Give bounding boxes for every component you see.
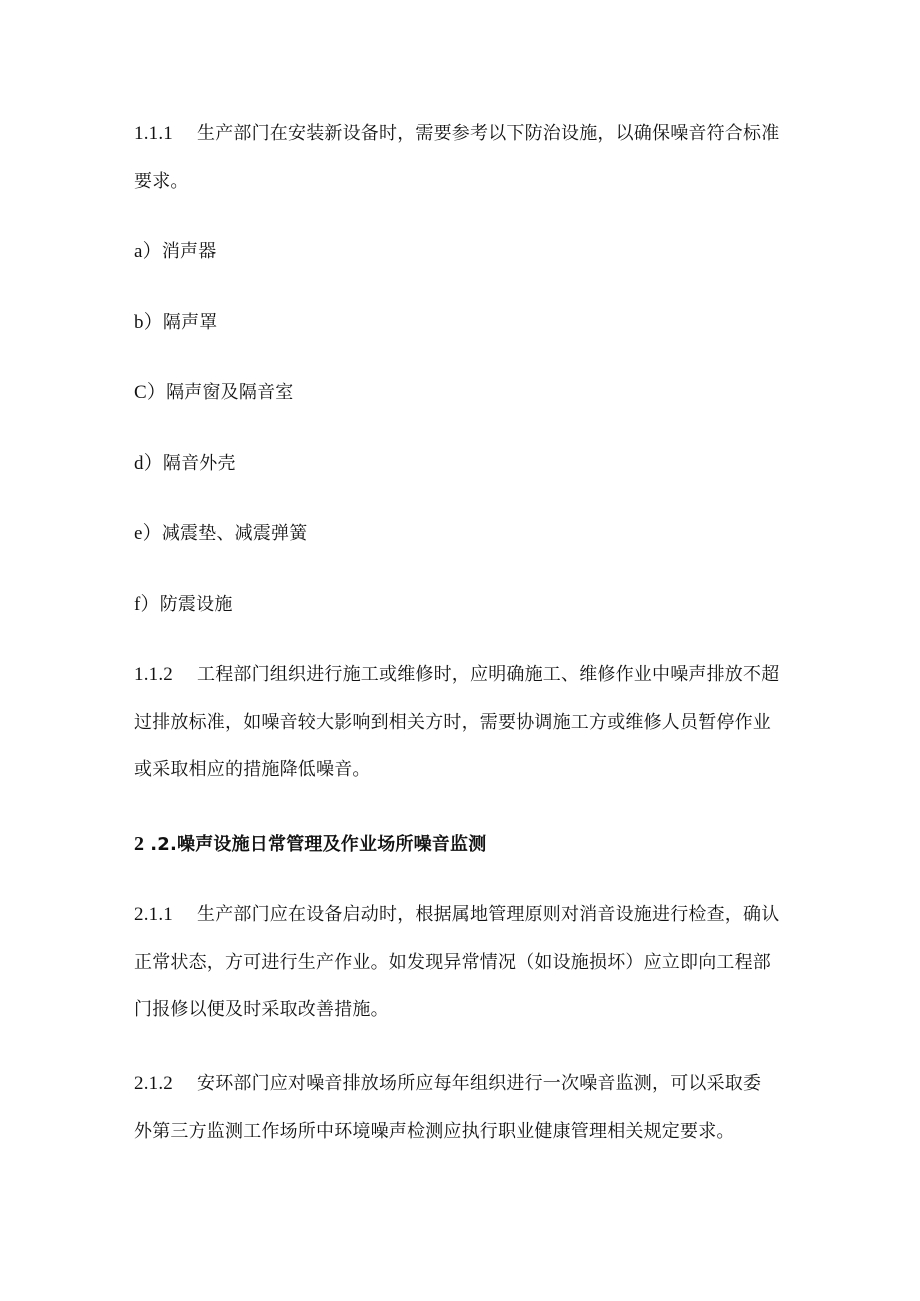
list-item-text: 隔音外壳	[162, 453, 236, 474]
paragraph-text: 生产部门在安装新设备时，需要参考以下防治设施，以确保噪音符合标准	[197, 123, 780, 144]
paragraph-1-1-1-line-2	[134, 170, 189, 194]
section-number: 1.1.2	[134, 664, 173, 685]
heading-number: 2	[134, 833, 145, 855]
paragraph-1-1-2-line-3	[134, 758, 371, 782]
paragraph-text: 门报修以便及时采取改善措施。	[134, 999, 389, 1020]
list-marker: e）	[134, 523, 162, 544]
list-item	[134, 522, 307, 546]
list-item	[134, 240, 216, 264]
section-number: 2.1.2	[134, 1073, 173, 1094]
paragraph-2-1-2-line-2	[134, 1120, 735, 1144]
paragraph-text: 工程部门组织进行施工或维修时，应明确施工、维修作业中噪声排放不超	[197, 664, 780, 685]
paragraph-1-1-1-line-1	[134, 122, 779, 146]
list-item-text: 隔声罩	[162, 312, 218, 333]
list-marker: d）	[134, 453, 163, 474]
section-number: 1.1.1	[134, 123, 173, 144]
list-marker: C）	[134, 382, 167, 403]
section-number: 2.1.1	[134, 904, 173, 925]
paragraph-1-1-2-line-1	[134, 663, 779, 687]
list-item	[134, 452, 236, 476]
paragraph-text: 安环部门应对噪音排放场所应每年组织进行一次噪音监测，可以采取委	[197, 1073, 762, 1094]
list-marker: a）	[134, 241, 162, 262]
paragraph-text: 生产部门应在设备启动时，根据属地管理原则对消音设施进行检查，确认	[197, 904, 780, 925]
list-item	[134, 311, 218, 335]
paragraph-text: 或采取相应的措施降低噪音。	[134, 759, 371, 780]
paragraph-2-1-1-line-2	[134, 951, 771, 975]
paragraph-text: 过排放标准，如噪音较大影响到相关方时，需要协调施工方或维修人员暂停作业	[134, 712, 771, 733]
paragraph-2-1-1-line-1	[134, 903, 779, 927]
paragraph-2-1-1-line-3	[134, 998, 389, 1022]
paragraph-2-1-2-line-1	[134, 1072, 761, 1096]
list-item-text: 防震设施	[159, 594, 233, 615]
list-item-text: 减震垫、减震弹簧	[161, 523, 308, 544]
paragraph-text: 外第三方监测工作场所中环境噪声检测应执行职业健康管理相关规定要求。	[134, 1121, 735, 1142]
list-item-text: 隔声窗及隔音室	[166, 382, 294, 403]
section-heading	[134, 832, 486, 857]
list-marker: b）	[134, 312, 163, 333]
paragraph-text: 正常状态，方可进行生产作业。如发现异常情况（如设施损坏）应立即向工程部	[134, 952, 771, 973]
list-marker: f）	[134, 594, 160, 615]
list-item	[134, 381, 293, 405]
list-item-text: 消声器	[161, 241, 217, 262]
paragraph-1-1-2-line-2	[134, 711, 771, 735]
heading-title: .2.噪声设施日常管理及作业场所噪音监测	[150, 834, 487, 855]
paragraph-text: 要求。	[134, 171, 189, 192]
list-item	[134, 593, 233, 617]
